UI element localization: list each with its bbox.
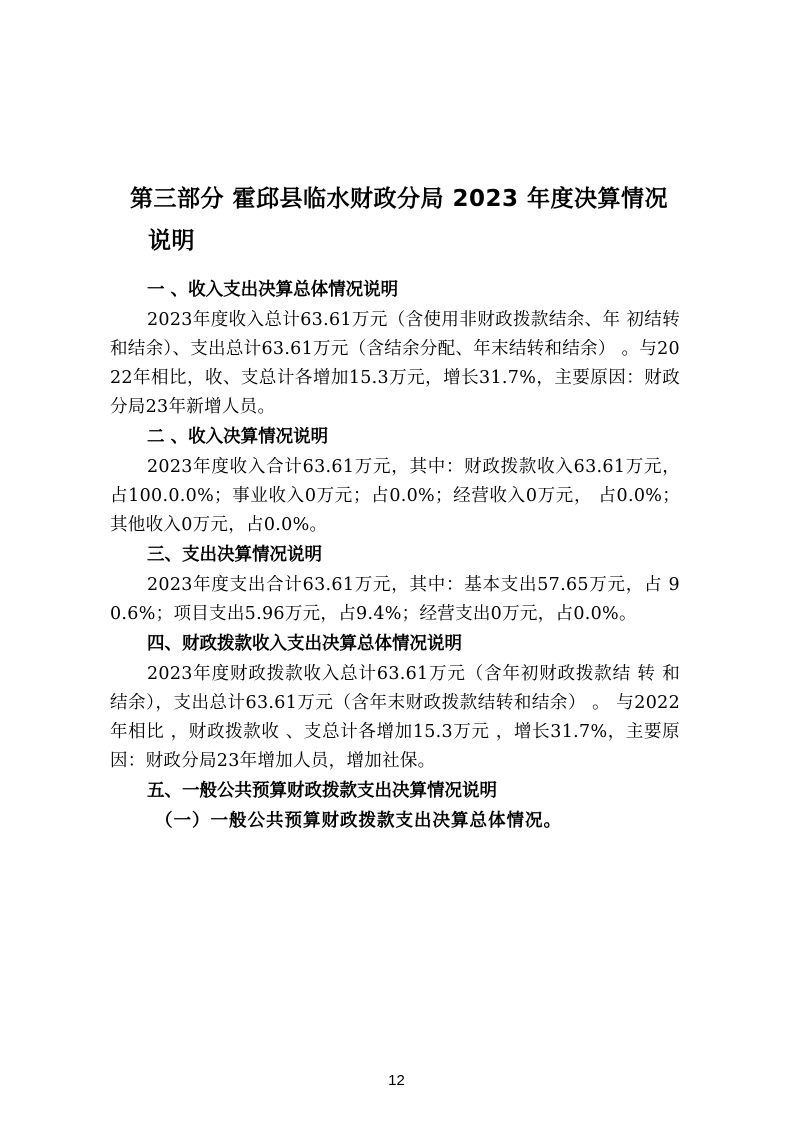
section-2-paragraph: 2023年度收入合计63.61万元，其中：财政拨款收入63.61万元，占100.0.0%；事业收入0万元；占0.0%；经营收入0万元， 占0.0%；其他收入0万元，占0.0%。 [110, 457, 680, 535]
page-number: 12 [388, 1072, 405, 1089]
section-3-paragraph: 2023年度支出合计63.61万元，其中：基本支出57.65万元，占 90.6%；项目支出5.96万元，占9.4%；经营支出0万元，占0.0%。 [110, 575, 680, 624]
section-4-paragraph: 2023年度财政拨款收入总计63.61万元（含年初财政拨款结 转 和结余），支出总计63.61万元（含年末财政拨款结转和结余） 。 与2022年相比 ，财政拨款收 、支总计各增加15.3万元 ，增长31.7%，主要原因：财政分局23年增加人员，增加社保。 [110, 664, 680, 771]
section-4-heading: 四、财政拨款收入支出决算总体情况说明 [147, 634, 462, 654]
section-5-heading: 五、一般公共预算财政拨款支出决算情况说明 [147, 781, 497, 801]
section-2-heading: 二 、收入决算情况说明 [147, 427, 329, 447]
section-1-paragraph: 2023年度收入总计63.61万元（含使用非财政拨款结余、年 初结转和结余）、支出总计63.61万元（含结余分配、年末结转和结余） 。与2022年相比，收、支总计各增加15.3万元，增长31.7%，主要原因：财政分局23年新增人员。 [110, 310, 680, 417]
document-body [110, 275, 680, 837]
page-title [110, 178, 730, 262]
section-1-heading: 一 、收入支出决算总体情况说明 [147, 280, 399, 300]
title-line-2: 说明 [148, 228, 195, 254]
section-5-1-heading: （一）一般公共预算财政拨款支出决算总体情况。 [155, 811, 562, 831]
title-line-1: 第三部分 霍邱县临水财政分局 2023 年度决算情况 [130, 186, 669, 212]
section-3-heading: 三、支出决算情况说明 [147, 545, 322, 565]
